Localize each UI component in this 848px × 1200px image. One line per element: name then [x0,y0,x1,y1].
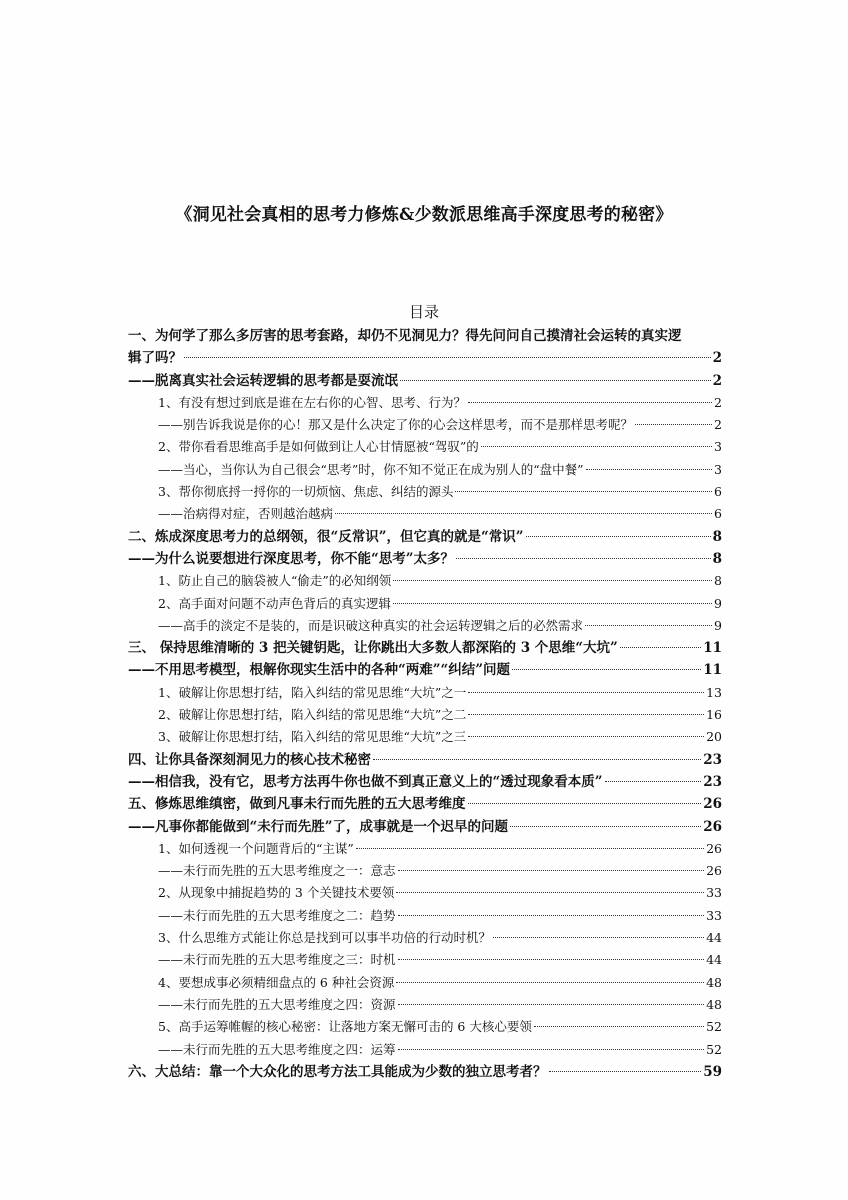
toc-entry[interactable] [128,972,722,994]
toc-entry[interactable] [128,882,722,904]
toc-entry-text: ——脱离真实社会运转逻辑的思考都是耍流氓 [128,372,398,389]
dot-leader [398,1049,705,1050]
toc-entry[interactable] [128,749,722,771]
toc-entry-text: ——未行而先胜的五大思考维度之四：资源 [158,996,396,1012]
toc-page-number: 48 [706,996,722,1012]
toc-entry[interactable] [128,615,722,637]
toc-entry-text: ——别告诉我说是你的心！那又是什么决定了你的心会这样思考，而不是那样思考呢？ [158,417,634,433]
toc-page-number: 16 [706,707,722,723]
dot-leader [620,647,701,648]
toc-entry[interactable] [128,994,722,1016]
toc-entry-text: 1、破解让你思想打结，陷入纠结的常见思维“大坑”之一 [158,684,467,700]
toc-entry[interactable] [128,771,722,793]
book-title: 《洞见社会真相的思考力修炼&少数派思维高手深度思考的秘密》 [175,205,673,225]
toc-entry-text: 1、防止自己的脑袋被人“偷走”的必知纲领 [158,573,392,589]
toc-page-number: 44 [706,930,722,946]
toc-page-number: 23 [703,751,722,768]
toc-page-number: 33 [706,907,722,923]
toc-entry[interactable] [128,1061,722,1083]
toc-entry-text[interactable]: 一、为何学了那么多厉害的思考套路，却仍不见洞见力？得先问问自己摸清社会运转的真实逻 [128,328,682,344]
toc-page-number: 33 [706,885,722,901]
toc-entry[interactable] [128,637,722,659]
toc-entry[interactable] [128,1039,722,1061]
dot-leader [335,513,712,514]
toc-entry-text: ——未行而先胜的五大思考维度之四：运筹 [158,1041,396,1057]
toc-page-number: 3 [714,439,722,455]
toc-entry[interactable] [128,726,722,748]
toc-page-number: 11 [703,662,722,679]
toc-entry-text: 2、破解让你思想打结，陷入纠结的常见思维“大坑”之二 [158,707,467,723]
toc-entry[interactable] [128,838,722,860]
toc-page-number: 23 [703,773,722,790]
toc-page-number: 26 [703,818,722,835]
toc-entry-text: 六、大总结：靠一个大众化的思考方法工具能成为少数的独立思考者？ [128,1063,547,1080]
toc-page-number: 8 [712,528,722,545]
toc-page-number: 44 [706,952,722,968]
dot-leader [398,870,705,871]
toc-entry[interactable] [128,370,722,392]
toc-entry[interactable] [128,392,722,414]
dot-leader [512,669,701,670]
toc-page-number: 2 [712,372,722,389]
table-of-contents [128,325,722,1083]
toc-page-number: 59 [703,1063,722,1080]
toc-entry-text: 四、让你具备深刻洞见力的核心技术秘密 [128,751,371,768]
toc-entry[interactable] [128,659,722,681]
toc-entry[interactable] [128,949,722,971]
toc-page-number: 2 [714,394,722,410]
toc-entry-text: ——相信我，没有它，思考方法再牛你也做不到真正意义上的“透过现象看本质” [128,773,603,790]
toc-entry-text: 3、破解让你思想打结，陷入纠结的常见思维“大坑”之三 [158,729,467,745]
toc-entry[interactable] [128,704,722,726]
toc-entry-text: 三、 保持思维清晰的 3 把关键钥匙，让你跳出大多数人都深陷的 3 个思维“大坑” [128,640,618,657]
toc-page-number: 48 [706,974,722,990]
dot-leader [393,603,712,604]
toc-page-number: 6 [714,506,722,522]
toc-page-number: 8 [714,573,722,589]
toc-page-number: 52 [706,1019,722,1035]
toc-entry-text: 1、有没有想过到底是谁在左右你的心智、思考、行为？ [158,394,466,410]
toc-entry[interactable] [128,459,722,481]
toc-entry[interactable] [128,793,722,815]
dot-leader [586,469,712,470]
toc-entry-text: 1、如何透视一个问题背后的“主谋” [158,840,354,856]
dot-leader [400,380,711,381]
toc-entry[interactable] [128,682,722,704]
toc-page-number: 26 [703,796,722,813]
dot-leader [356,848,704,849]
dot-leader [481,446,712,447]
dot-leader [373,759,701,760]
toc-entry[interactable] [128,503,722,525]
dot-leader [184,357,711,358]
toc-page-number: 26 [706,840,722,856]
toc-page-number: 8 [712,550,722,567]
toc-entry-text: 辑了吗？ [128,350,182,367]
toc-entry[interactable] [128,414,722,436]
toc-entry-text: ——未行而先胜的五大思考维度之一：意志 [158,863,396,879]
toc-entry[interactable] [128,593,722,615]
toc-entry[interactable] [128,570,722,592]
toc-page-number: 11 [703,640,722,657]
toc-entry[interactable] [128,347,722,369]
toc-entry-text: 3、帮你彻底捋一捋你的一切烦恼、焦虑、纠结的源头 [158,484,454,500]
dot-leader [526,536,711,537]
dot-leader [468,714,704,715]
toc-entry[interactable] [128,860,722,882]
toc-entry-text: 4、要想成事必须精细盘点的 6 种社会资源 [158,974,395,990]
dot-leader [493,937,704,938]
dot-leader [468,402,712,403]
dot-leader [393,580,712,581]
toc-page-number: 9 [714,617,722,633]
toc-entry-text: ——为什么说要想进行深度思考，你不能“思考”太多？ [128,550,455,567]
toc-entry-text: ——高手的淡定不是装的，而是识破这种真实的社会运转逻辑之后的必然需求 [158,617,584,633]
toc-entry-text: ——未行而先胜的五大思考维度之二：趋势 [158,907,396,923]
toc-entry[interactable] [128,905,722,927]
toc-entry-text: ——治病得对症，否则越治越病 [158,506,334,522]
dot-leader [534,1026,704,1027]
toc-entry-text: ——凡事你都能做到“未行而先胜”了，成事就是一个迟早的问题 [128,818,509,835]
dot-leader [398,915,705,916]
toc-page-number: 2 [712,350,722,367]
toc-entry-text: ——未行而先胜的五大思考维度之三：时机 [158,952,396,968]
toc-page-number: 3 [714,461,722,477]
toc-page-number: 20 [706,729,722,745]
toc-entry-text: 五、修炼思维缜密，做到凡事未行而先胜的五大思考维度 [128,796,466,813]
toc-entry-text: 2、高手面对问题不动声色背后的真实逻辑 [158,595,391,611]
dot-leader [456,558,711,559]
toc-page-number: 2 [714,417,722,433]
toc-page-number: 26 [706,863,722,879]
toc-entry[interactable] [128,816,722,838]
dot-leader [455,491,712,492]
dot-leader [396,892,704,893]
dot-leader [398,959,705,960]
dot-leader [396,982,704,983]
toc-entry[interactable] [128,526,722,548]
toc-entry-text: 2、带你看看思维高手是如何做到让人心甘情愿被“驾驭”的 [158,439,479,455]
toc-entry[interactable] [128,548,722,570]
toc-entry-text: 二、炼成深度思考力的总纲领，很“反常识”，但它真的就是“常识” [128,528,524,545]
toc-page-number: 52 [706,1041,722,1057]
toc-entry-text: ——当心，当你认为自己很会“思考”时，你不知不觉正在成为别人的“盘中餐” [158,461,584,477]
toc-entry-text: 3、什么思维方式能让你总是找到可以事半功倍的行动时机？ [158,930,491,946]
dot-leader [549,1071,702,1072]
dot-leader [510,826,701,827]
dot-leader [605,781,702,782]
toc-entry[interactable] [128,481,722,503]
dot-leader [468,736,704,737]
toc-page-number: 6 [714,484,722,500]
toc-entry[interactable] [128,436,722,458]
dot-leader [635,424,712,425]
toc-heading: 目录 [408,303,439,321]
dot-leader [468,692,704,693]
dot-leader [585,625,712,626]
dot-leader [398,1004,705,1005]
toc-entry-text: ——不用思考模型，根解你现实生活中的各种“两难”“纠结”问题 [128,662,511,679]
toc-entry-text: 5、高手运筹帷幄的核心秘密：让落地方案无懈可击的 6 大核心要领 [158,1019,532,1035]
dot-leader [468,803,702,804]
toc-entry-text: 2、从现象中捕捉趋势的 3 个关键技术要领 [158,885,395,901]
toc-page-number: 13 [706,684,722,700]
toc-entry[interactable] [128,927,722,949]
toc-entry[interactable] [128,1016,722,1038]
toc-page-number: 9 [714,595,722,611]
